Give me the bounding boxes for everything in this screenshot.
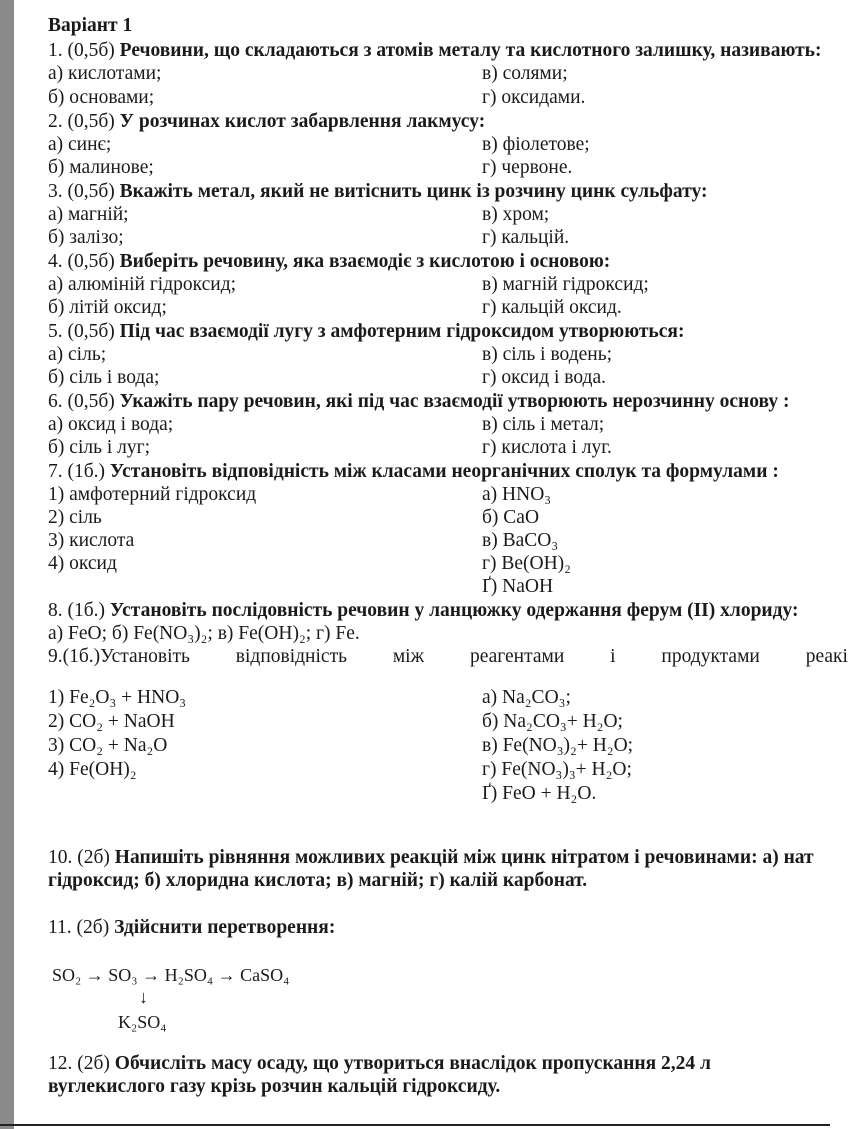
product-item: б) Na₂CO₃+ H₂O; xyxy=(482,711,623,732)
question-number: 1. (0,5б) xyxy=(48,40,115,61)
page-bottom-divider xyxy=(0,1124,830,1126)
product-item: г) Fe(NO₃)₃+ H₂O; xyxy=(482,759,632,780)
question-5 xyxy=(48,321,684,343)
question-text: Речовини, що складаються з атомів металу та кислотного залишку, називають: xyxy=(119,40,822,61)
match-right-item: в) BaCO₃ xyxy=(482,530,559,551)
question-text: Виберіть речовину, яка взаємодіє з кислотою і основою: xyxy=(119,251,611,272)
match-left-item: 4) оксид xyxy=(48,553,117,574)
branch-product: K₂SO₄ xyxy=(118,1012,167,1032)
question-number: 12. (2б) xyxy=(48,1053,110,1074)
option-a: а) синє; xyxy=(48,134,112,155)
option-v: в) хром; xyxy=(482,204,550,225)
question-text-continued: гідроксид; б) хлоридна кислота; в) магній; г) калій карбонат. xyxy=(48,870,588,891)
q9-word: відповідність xyxy=(235,646,347,667)
option-a: а) магній; xyxy=(48,204,129,225)
question-text: Під час взаємодії лугу з амфотерним гідроксидом утворюються: xyxy=(119,321,685,342)
question-number: 8. (1б.) xyxy=(48,600,106,621)
q9-word: між xyxy=(392,646,425,667)
question-number: 10. (2б) xyxy=(48,847,110,868)
arrow-down-icon: ↓ xyxy=(139,987,148,1007)
option-a: а) оксид і вода; xyxy=(48,414,174,435)
question-number: 2. (0,5б) xyxy=(48,111,115,132)
question-text: Вкажіть метал, який не витіснить цинк із розчину цинк сульфату: xyxy=(119,181,708,202)
q9-word: реагентами xyxy=(469,646,565,667)
option-g: г) оксид і вода. xyxy=(482,367,606,388)
option-g: г) кальцій оксид. xyxy=(482,297,622,318)
reagent-item: 4) Fe(OH)₂ xyxy=(48,759,137,780)
option-b: б) сіль і луг; xyxy=(48,437,151,458)
match-left-item: 3) кислота xyxy=(48,530,135,551)
match-right-item: Ґ) NaOH xyxy=(482,576,554,597)
option-v: в) магній гідроксид; xyxy=(482,274,649,295)
question-12 xyxy=(48,1053,711,1075)
option-v: в) солями; xyxy=(482,63,568,84)
option-b: б) літій оксид; xyxy=(48,297,167,318)
question-1 xyxy=(48,40,821,62)
option-g: г) червоне. xyxy=(482,157,573,178)
question-text: Установіть послідовність речовин у ланцюжку одержання ферум (ІІ) хлориду: xyxy=(109,600,799,621)
option-a: а) кислотами; xyxy=(48,63,162,84)
question-8 xyxy=(48,600,799,622)
match-right-item: а) HNO₃ xyxy=(482,484,552,505)
q9-word: 9.(1б.)Установіть xyxy=(48,646,190,667)
question-text-continued: вуглекислого газу крізь розчин кальцій гідроксиду. xyxy=(48,1076,501,1097)
q9-word: продуктами xyxy=(661,646,760,667)
option-g: г) кислота і луг. xyxy=(482,437,612,458)
variant-title: Варіант 1 xyxy=(48,15,133,36)
question-text: Здійснити перетворення: xyxy=(114,917,336,938)
product-item: Ґ) FeO + H₂O. xyxy=(482,783,597,804)
question-number: 5. (0,5б) xyxy=(48,321,115,342)
match-left-item: 1) амфотерний гідроксид xyxy=(48,484,257,505)
q9-word: і xyxy=(610,646,616,667)
match-right-item: б) CaO xyxy=(482,507,540,528)
question-number: 7. (1б.) xyxy=(48,461,106,482)
match-left-item: 2) сіль xyxy=(48,507,102,528)
question-number: 3. (0,5б) xyxy=(48,181,115,202)
option-b: б) основами; xyxy=(48,87,155,108)
transformation-chain: SO₂ → SO₃ → H₂SO₄ → CaSO₄ xyxy=(52,965,290,985)
option-g: г) оксидами. xyxy=(482,87,586,108)
match-right-item: г) Be(OH)₂ xyxy=(482,553,571,574)
question-11 xyxy=(48,917,335,939)
option-b: б) малинове; xyxy=(48,157,154,178)
option-a: а) сіль; xyxy=(48,344,107,365)
option-a: а) алюміній гідроксид; xyxy=(48,274,237,295)
question-2 xyxy=(48,111,485,133)
question-9-header xyxy=(48,646,848,668)
sequence-options: а) FeO; б) Fe(NO₃)₂; в) Fe(OH)₂; г) Fe. xyxy=(48,623,360,644)
option-v: в) сіль і метал; xyxy=(482,414,605,435)
question-text: Укажіть пару речовин, які під час взаємодії утворюють нерозчинну основу : xyxy=(119,391,790,412)
question-4 xyxy=(48,251,610,273)
question-10 xyxy=(48,847,814,869)
product-item: в) Fe(NO₃)₂+ H₂O; xyxy=(482,735,634,756)
option-b: б) залізо; xyxy=(48,227,124,248)
question-text: У розчинах кислот забарвлення лакмусу: xyxy=(119,111,486,132)
question-7 xyxy=(48,461,779,483)
question-number: 11. (2б) xyxy=(48,917,110,938)
reagent-item: 1) Fe₂O₃ + HNO₃ xyxy=(48,687,187,708)
question-text: Напишіть рівняння можливих реакцій між цинк нітратом і речовинами: а) нат xyxy=(114,847,814,868)
q9-word: реакі xyxy=(805,646,848,667)
option-v: в) сіль і водень; xyxy=(482,344,613,365)
question-6 xyxy=(48,391,789,413)
question-text: Установіть відповідність між класами неорганічних сполук та формулами : xyxy=(109,461,779,482)
option-b: б) сіль і вода; xyxy=(48,367,160,388)
question-3 xyxy=(48,181,707,203)
option-g: г) кальцій. xyxy=(482,227,570,248)
question-number: 6. (0,5б) xyxy=(48,391,115,412)
option-v: в) фіолетове; xyxy=(482,134,590,155)
reagent-item: 3) CO₂ + Na₂O xyxy=(48,735,168,756)
reagent-item: 2) CO₂ + NaOH xyxy=(48,711,175,732)
scan-left-edge xyxy=(0,0,14,1129)
question-text: Обчисліть масу осаду, що утвориться внаслідок пропускання 2,24 л xyxy=(114,1053,711,1074)
product-item: а) Na₂CO₃; xyxy=(482,687,571,708)
question-number: 4. (0,5б) xyxy=(48,251,115,272)
